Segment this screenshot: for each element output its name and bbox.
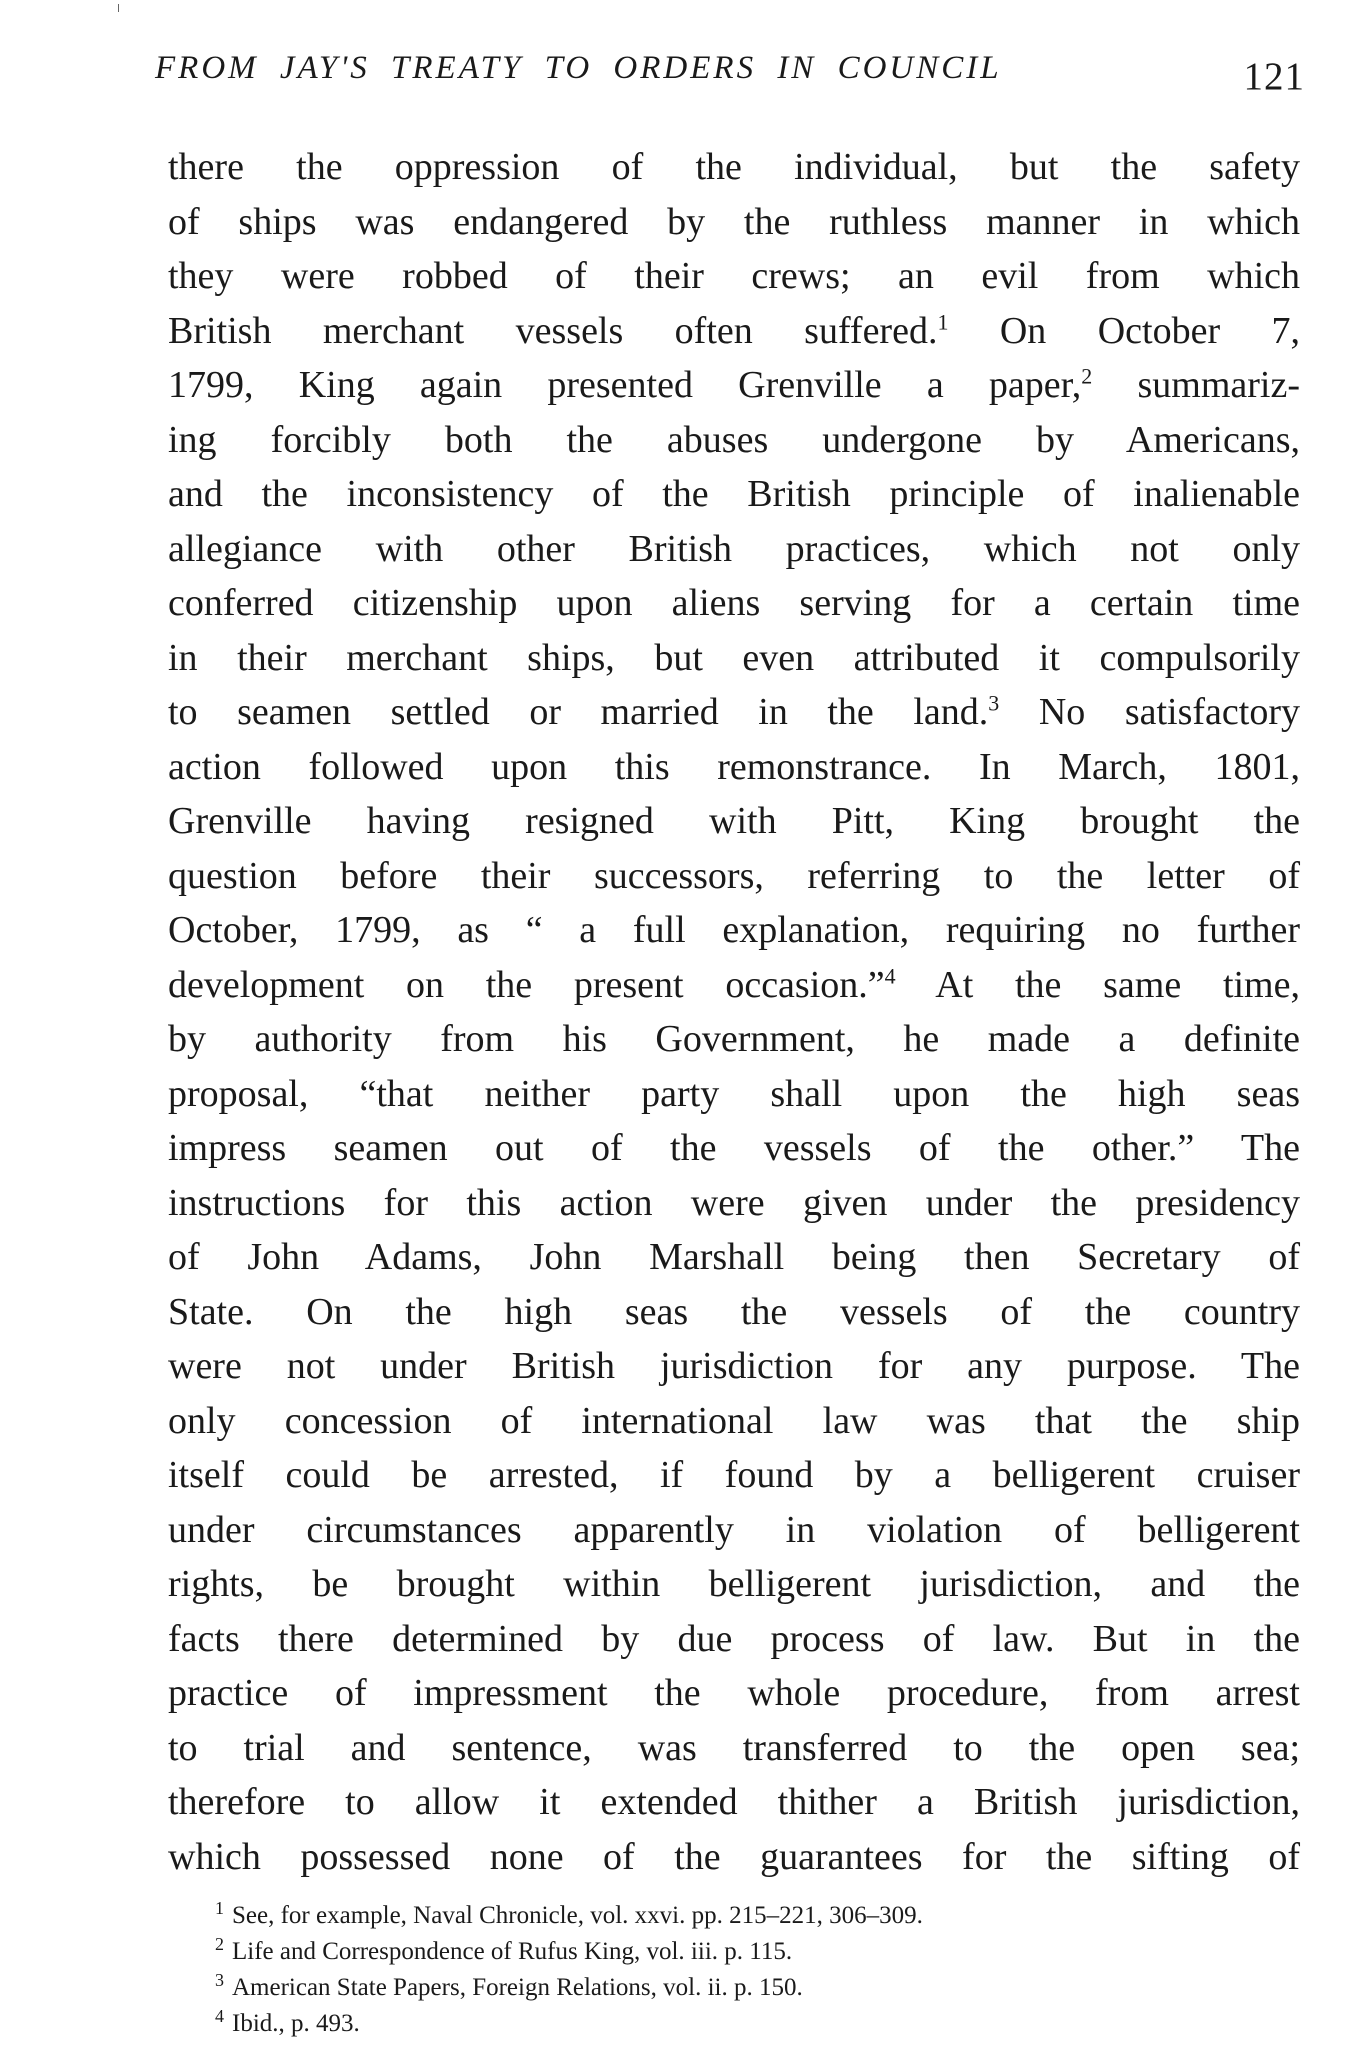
line-text: ing forcibly both the abuses undergone by Americans, bbox=[168, 418, 1300, 461]
line-text-continued: At the same time, bbox=[895, 963, 1300, 1006]
footnote bbox=[215, 1970, 1295, 2006]
text-line bbox=[168, 1339, 1300, 1394]
line-text: proposal, “that neither party shall upon the high seas bbox=[168, 1072, 1300, 1115]
text-line bbox=[168, 849, 1300, 904]
text-line bbox=[168, 1503, 1300, 1558]
text-line bbox=[168, 1121, 1300, 1176]
text-line bbox=[168, 1612, 1300, 1667]
text-line bbox=[168, 358, 1300, 413]
line-text-continued: summariz- bbox=[1092, 364, 1300, 406]
text-line bbox=[168, 1230, 1300, 1285]
footnote bbox=[215, 1898, 1295, 1934]
text-line bbox=[168, 1830, 1300, 1885]
line-text: to seamen settled or married in the land. bbox=[168, 691, 989, 733]
line-text: which possessed none of the guarantees for the sifting of bbox=[168, 1835, 1300, 1878]
line-text: of ships was endangered by the ruthless manner in which bbox=[168, 200, 1300, 243]
scan-mark bbox=[118, 4, 119, 12]
line-text: British merchant vessels often suffered. bbox=[168, 309, 938, 352]
text-line bbox=[168, 1775, 1300, 1830]
line-text: practice of impressment the whole procedure, from arrest bbox=[168, 1672, 1300, 1714]
line-text: instructions for this action were given under the presidency bbox=[168, 1181, 1300, 1224]
text-line bbox=[168, 576, 1300, 631]
footnote-text: See, for example, Naval Chronicle, vol. xxvi. pp. 215–221, 306–309. bbox=[232, 1902, 923, 1929]
text-line bbox=[168, 1067, 1300, 1122]
line-text: to trial and sentence, was transferred to the open sea; bbox=[168, 1726, 1300, 1769]
text-line bbox=[168, 1721, 1300, 1776]
footnote bbox=[215, 1934, 1295, 1970]
footnote-text: Ibid., p. 493. bbox=[232, 2010, 360, 2037]
body-text bbox=[168, 140, 1300, 1884]
line-text: development on the present occasion.” bbox=[168, 963, 885, 1006]
text-line bbox=[168, 413, 1300, 468]
line-text: and the inconsistency of the British principle of inalienable bbox=[168, 473, 1300, 515]
text-line bbox=[168, 249, 1300, 304]
footnote-number: 1 bbox=[215, 1897, 224, 1918]
running-title: FROM JAY'S TREATY TO ORDERS IN COUNCIL bbox=[155, 50, 1002, 86]
line-text: question before their successors, referring to the letter of bbox=[168, 854, 1300, 897]
line-text: Grenville having resigned with Pitt, King brought the bbox=[168, 800, 1300, 842]
page-number: 121 bbox=[1243, 55, 1305, 98]
line-text: impress seamen out of the vessels of the other.” The bbox=[168, 1127, 1300, 1169]
line-text: State. On the high seas the vessels of the country bbox=[168, 1290, 1300, 1333]
text-line bbox=[168, 522, 1300, 577]
line-text: rights, be brought within belligerent jurisdiction, and the bbox=[168, 1563, 1300, 1605]
footnote-number: 2 bbox=[215, 1933, 224, 1954]
text-line bbox=[168, 903, 1300, 958]
line-text: in their merchant ships, but even attributed it compulsorily bbox=[168, 636, 1300, 679]
line-text: allegiance with other British practices, which not only bbox=[168, 527, 1300, 570]
footnote-number: 3 bbox=[215, 1969, 224, 1990]
footnote-reference[interactable]: 4 bbox=[884, 962, 896, 988]
text-line bbox=[168, 1448, 1300, 1503]
text-line bbox=[168, 1012, 1300, 1067]
text-line bbox=[168, 1176, 1300, 1231]
running-head bbox=[155, 50, 1305, 110]
line-text: there the oppression of the individual, but the safety bbox=[168, 146, 1300, 188]
line-text: were not under British jurisdiction for any purpose. The bbox=[168, 1345, 1300, 1387]
footnotes bbox=[215, 1898, 1295, 2042]
line-text-continued: No satisfactory bbox=[999, 691, 1300, 733]
footnote-number: 4 bbox=[215, 2005, 224, 2026]
line-text: conferred citizenship upon aliens serving for a certain time bbox=[168, 582, 1300, 624]
line-text: by authority from his Government, he made a definite bbox=[168, 1018, 1300, 1060]
line-text: October, 1799, as “ a full explanation, requiring no further bbox=[168, 909, 1300, 951]
line-text: 1799, King again presented Grenville a paper, bbox=[168, 364, 1082, 406]
footnote-text: Life and Correspondence of Rufus King, vol. iii. p. 115. bbox=[232, 1938, 793, 1965]
text-line bbox=[168, 740, 1300, 795]
footnote-reference[interactable]: 2 bbox=[1081, 363, 1093, 389]
text-line bbox=[168, 685, 1300, 740]
line-text: action followed upon this remonstrance. In March, 1801, bbox=[168, 745, 1300, 788]
line-text-continued: On October 7, bbox=[948, 309, 1300, 352]
line-text: under circumstances apparently in violation of belligerent bbox=[168, 1508, 1300, 1551]
line-text: therefore to allow it extended thither a British jurisdiction, bbox=[168, 1781, 1300, 1823]
text-line bbox=[168, 195, 1300, 250]
line-text: of John Adams, John Marshall being then Secretary of bbox=[168, 1236, 1300, 1278]
text-line bbox=[168, 1666, 1300, 1721]
text-line bbox=[168, 140, 1300, 195]
text-line bbox=[168, 467, 1300, 522]
text-line bbox=[168, 1394, 1300, 1449]
line-text: itself could be arrested, if found by a belligerent cruiser bbox=[168, 1454, 1300, 1496]
footnote bbox=[215, 2006, 1295, 2042]
text-line bbox=[168, 304, 1300, 359]
text-line bbox=[168, 958, 1300, 1013]
text-line bbox=[168, 631, 1300, 686]
line-text: only concession of international law was that the ship bbox=[168, 1399, 1300, 1442]
line-text: they were robbed of their crews; an evil from which bbox=[168, 255, 1300, 297]
footnote-reference[interactable]: 1 bbox=[937, 308, 949, 334]
text-line bbox=[168, 1557, 1300, 1612]
footnote-reference[interactable]: 3 bbox=[988, 690, 1000, 716]
text-line bbox=[168, 1285, 1300, 1340]
line-text: facts there determined by due process of law. But in the bbox=[168, 1617, 1300, 1660]
text-line bbox=[168, 794, 1300, 849]
footnote-text: American State Papers, Foreign Relations, vol. ii. p. 150. bbox=[232, 1974, 803, 2001]
